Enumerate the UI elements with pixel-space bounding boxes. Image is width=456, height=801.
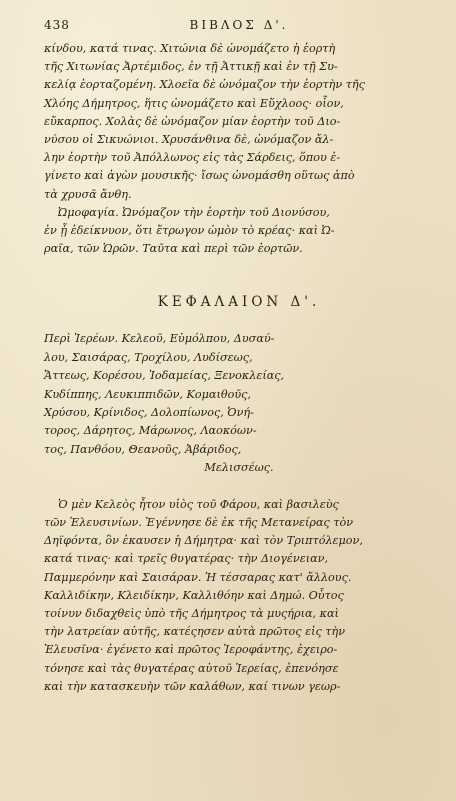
text-line: τόνησε καὶ τὰς θυγατέρας αὐτοῦ Ἱερείας, ἐπενόησε bbox=[44, 661, 339, 675]
contents-line: Κυδίππης, Λευκιππιδῶν, Κομαιθοῦς, bbox=[44, 387, 251, 401]
text-line: τῆς Χιτωνίας Ἀρτέμιδος, ἐν τῇ Ἀττικῇ καὶ ἐν τῇ Συ- bbox=[44, 60, 338, 74]
text-line: Καλλιδίκην, Κλειδίκην, Καλλιθόην καὶ Δημώ. Οὗτος bbox=[44, 588, 344, 602]
running-head bbox=[44, 14, 434, 40]
text-line: Χλόης Δήμητρος, ἥτις ὠνομάζετο καὶ Εὔχλοος· οἷον, bbox=[44, 96, 344, 110]
contents-line: Χρύσου, Κρίνιδος, Δολοπίωνος, Ὀνή- bbox=[44, 406, 254, 420]
text-line: ραῖα, τῶν Ὡρῶν. Ταῦτα καὶ περὶ τῶν ἑορτῶν. bbox=[44, 242, 303, 256]
chapter-heading: ΚΕΦΑΛΑΙΟΝ Δ'. bbox=[157, 294, 321, 311]
text-line: νύσου οἱ Σικυώνιοι. Χρυσάνθινα δὲ, ὠνόμαζον ἄλ- bbox=[44, 133, 334, 147]
text-line: εὔκαρπος. Χολὰς δὲ ὠνόμαζον μίαν ἑορτὴν τοῦ Διο- bbox=[44, 114, 341, 128]
contents-line: τορος, Δάρητος, Μάρωνος, Λαοκόων- bbox=[44, 424, 257, 438]
chapter-contents bbox=[44, 330, 434, 459]
text-line: κατά τινας· καὶ τρεῖς θυγατέρας· τὴν Διογένειαν, bbox=[44, 552, 329, 566]
text-line: ἐν ᾗ ἐδείκνυον, ὅτι ἔτρωγον ὠμὸν τὸ κρέας· καὶ Ὠ- bbox=[44, 224, 335, 238]
page-number: 438 bbox=[44, 18, 70, 32]
text-line: Ὠμοφαγία. Ὠνόμαζον τὴν ἑορτὴν τοῦ Διονύσου, bbox=[58, 205, 330, 219]
text-line: Παμμερόνην καὶ Σαισάραν. Ἡ τέσσαρας κατ' ἄλλους. bbox=[44, 570, 352, 584]
text-line: τῶν Ἐλευσινίων. Ἐγέννησε δὲ ἐκ τῆς Μετανείρας τὸν bbox=[44, 515, 354, 529]
text-line: καὶ τὴν κατασκευὴν τῶν καλάθων, καί τινων γεωρ- bbox=[44, 679, 341, 693]
contents-line: λου, Σαισάρας, Τροχίλου, Λυδίσεως, bbox=[44, 350, 253, 364]
text-line: Ὁ μὲν Κελεὸς ἦτον υἱὸς τοῦ Φάρου, καὶ βασιλεὺς bbox=[58, 497, 339, 511]
text-line: Δηϊφόντα, ὃν ἐκαυσεν ἡ Δήμητρα· καὶ τὸν Τριπτόλεμον, bbox=[44, 534, 363, 548]
text-line: κελίᾳ ἑορταζομένη. Χλοεῖα δὲ ὠνόμαζον τὴν ἑορτὴν τῆς bbox=[44, 78, 365, 92]
contents-last-line: Μελισσέως. bbox=[204, 461, 274, 475]
text-line: γίνετο καὶ ἀγὼν μουσικῆς· ἴσως ὠνομάσθη οὕτως ἀπὸ bbox=[44, 169, 355, 183]
text-line: κίνδου, κατά τινας. Χιτώνια δὲ ὠνομάζετο ἡ ἑορτὴ bbox=[44, 42, 336, 55]
text-line: λην ἑορτὴν τοῦ Ἀπόλλωνος εἰς τὰς Σάρδεις, ὅπου ἐ- bbox=[44, 151, 341, 165]
text-line: Ἐλευσῖνα· ἐγένετο καὶ πρῶτος Ἱεροφάντης, ἐχειρο- bbox=[44, 643, 338, 657]
text-line: τοίνυν διδαχθεὶς ὑπὸ τῆς Δήμητρος τὰ μυςήρια, καὶ bbox=[44, 606, 339, 620]
text-line: τὰ χρυσᾶ ἄνθη. bbox=[44, 187, 132, 201]
contents-line: τος, Πανθόου, Θεανοῦς, Ἀβάριδος, bbox=[44, 442, 242, 456]
opening-paragraph bbox=[44, 40, 434, 204]
book-title: ΒΙΒΛΟΣ Δ'. bbox=[189, 18, 289, 32]
body-paragraph bbox=[44, 496, 434, 696]
contents-line: Περὶ Ἱερέων. Κελεοῦ, Εὐμόλπου, Δυσαύ- bbox=[44, 332, 275, 346]
second-paragraph bbox=[44, 204, 434, 259]
text-line: τὴν λατρείαν αὐτῆς, κατέςησεν αὐτὰ πρῶτος εἰς τὴν bbox=[44, 625, 345, 639]
contents-line: Ἄττεως, Κορέσου, Ἰοδαμείας, Ξενοκλείας, bbox=[44, 369, 285, 383]
